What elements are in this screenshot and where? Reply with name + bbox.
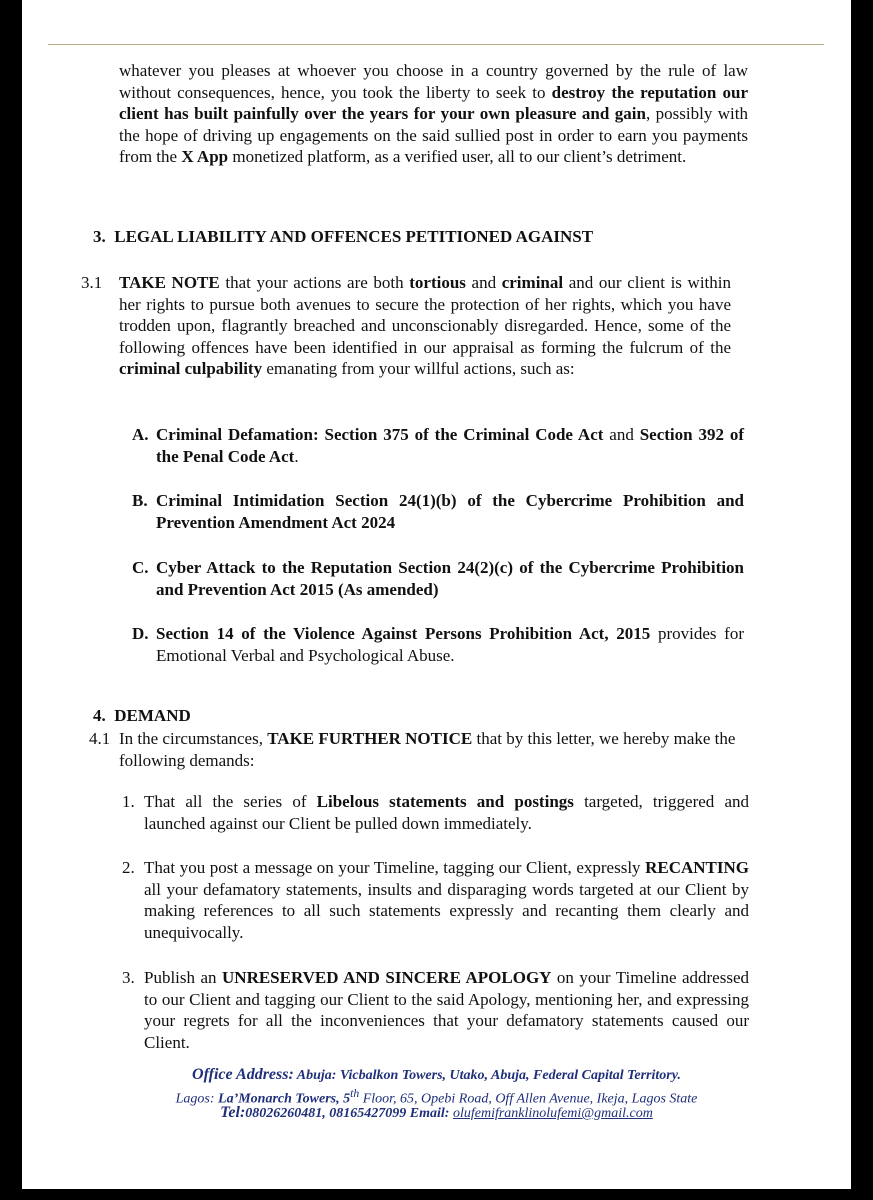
offence-b: Criminal Intimidation Section 24(1)(b) of the Cybercrime Prohibition and Prevention Amendment Act 2024 — [156, 491, 744, 532]
offence-c-marker: C. — [132, 558, 149, 577]
demand-1: That all the series of Libelous statements and postings targeted, triggered and launched against our Client be pulled down immediately. — [144, 792, 750, 833]
section-3-title: LEGAL LIABILITY AND OFFENCES PETITIONED AGAINST — [114, 227, 594, 246]
offence-a: Criminal Defamation: Section 375 of the Criminal Code Act and Section 392 of the Penal Code Act. — [156, 425, 745, 466]
footer-contact: Tel:08026260481, 08165427099 Email: olufemifranklinolufemi@gmail.com — [220, 1104, 653, 1121]
section-4-heading — [93, 705, 393, 727]
header-rule — [48, 44, 824, 45]
section-3-heading — [93, 226, 793, 248]
section-3-number: 3. — [93, 227, 106, 246]
demand-3: Publish an UNRESERVED AND SINCERE APOLOGY on your Timeline addressed to our Client and tagging our Client to the said Apology, mentioning her, and expressing your regrets for all the inconveniences that your defamatory statements caused our Client. — [144, 968, 750, 1052]
offence-d-marker: D. — [132, 624, 149, 643]
demand-2: That you post a message on your Timeline, tagging our Client, expressly RECANTING all your defamatory statements, insults and disparaging words targeted at our Client by making references to all such statements expressly and recanting them clearly and unequivocally. — [144, 858, 749, 942]
offence-b-marker: B. — [132, 491, 148, 510]
section-4-title: DEMAND — [114, 706, 191, 725]
offence-c: Cyber Attack to the Reputation Section 24(2)(c) of the Cybercrime Prohibition and Prevention Act 2015 (As amended) — [156, 558, 744, 599]
email-link[interactable]: olufemifranklinolufemi@gmail.com — [452, 1106, 653, 1121]
para-3-1-number: 3.1 — [81, 273, 103, 292]
intro-paragraph: whatever you pleases at whoever you choose in a country governed by the rule of law without consequences, hence, you took the liberty to seek to destroy the reputation our client has built painfully over the years for your own pleasure and gain, possibly with the hope of driving up engagements on the said sullied post in order to earn you payments from the X App monetized platform, as a verified user, all to our client’s detriment. — [119, 61, 749, 166]
section-4-number: 4. — [93, 706, 106, 725]
offence-a-marker: A. — [132, 425, 149, 444]
para-3-1: TAKE NOTE that your actions are both tortious and criminal and our client is within her rights to pursue both avenues to secure the protection of her rights, which you have trodden upon, flagrantly breached and unconscionably disregarded. Hence, some of the following offences have been identified in our appraisal as forming the fulcrum of the criminal culpability emanating from your willful actions, such as: — [119, 273, 731, 378]
para-4-1-number: 4.1 — [89, 729, 111, 748]
demand-1-marker: 1. — [122, 792, 135, 811]
demand-2-marker: 2. — [122, 858, 135, 877]
footer-lagos-address: Lagos: La’Monarch Towers, 5th Floor, 65, Opebi Road, Off Allen Avenue, Ikeja, Lagos State — [175, 1087, 698, 1107]
footer-office-address: Office Address: Abuja: Vicbalkon Towers, Utako, Abuja, Federal Capital Territory. — [192, 1066, 681, 1083]
demand-3-marker: 3. — [122, 968, 135, 987]
para-4-1: In the circumstances, TAKE FURTHER NOTICE that by this letter, we hereby make the following demands: — [119, 729, 736, 770]
offence-d: Section 14 of the Violence Against Persons Prohibition Act, 2015 provides for Emotional Verbal and Psychological Abuse. — [156, 624, 744, 665]
document-page — [22, 0, 851, 1189]
